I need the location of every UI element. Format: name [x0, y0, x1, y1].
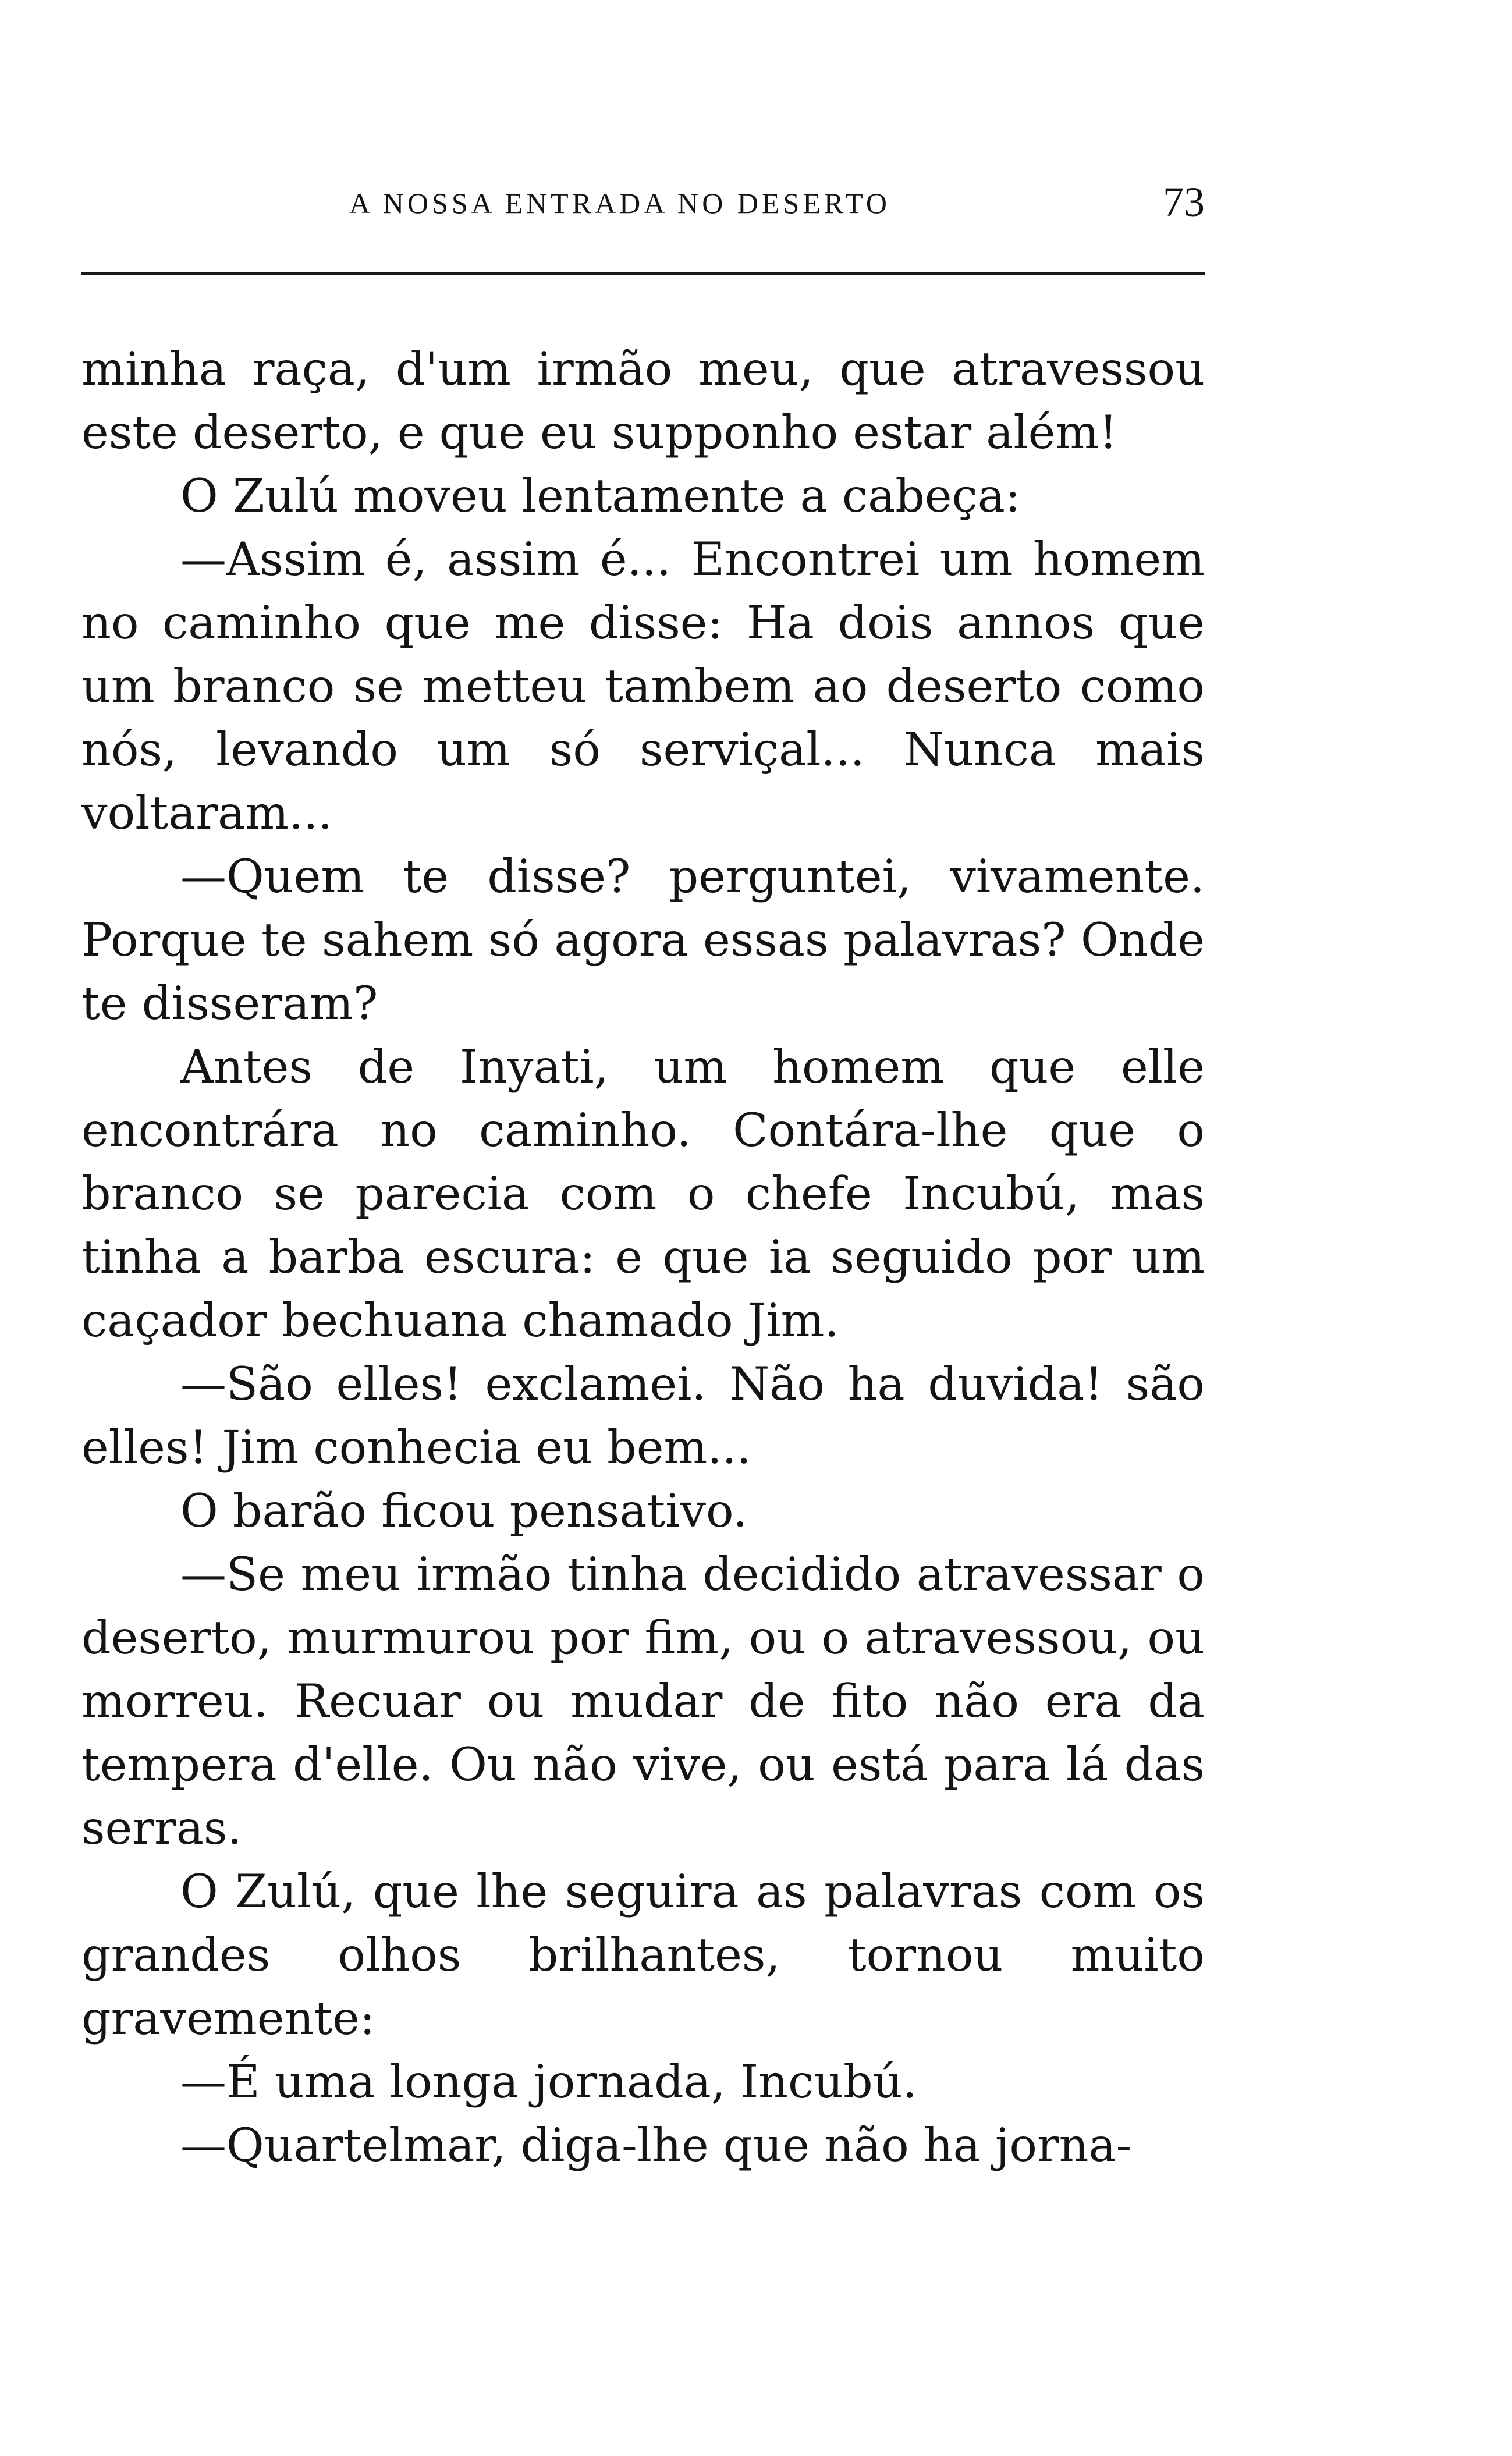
paragraph: O barão ficou pensativo. [180, 1484, 748, 1538]
paragraph: —Se meu irmão tinha decidido atravessar o deserto, murmurou por fim, ou o atravessou, ou morreu. Recuar ou mudar de fito não era da tempera d'elle. Ou não vive, ou está para lá das serras. [81, 1548, 1205, 1855]
paragraph: minha raça, d'um irmão meu, que atravessou este deserto, e que eu supponho estar além! [81, 342, 1205, 459]
body-text [81, 338, 1205, 2177]
page-number: 73 [1163, 179, 1205, 225]
running-title: A NOSSA ENTRADA NO DESERTO [349, 187, 890, 219]
paragraph: —É uma longa jornada, Incubú. [180, 2055, 917, 2109]
paragraph: —Quartelmar, diga-lhe que não ha jorna- [180, 2118, 1132, 2172]
page-header [81, 175, 1205, 239]
paragraph: O Zulú moveu lentamente a cabeça: [180, 469, 1021, 523]
paragraph: O Zulú, que lhe seguira as palavras com os grandes olhos brilhantes, tornou muito gravemente: [81, 1865, 1205, 2045]
paragraph: —São elles! exclamei. Não ha duvida! são elles! Jim conhecia eu bem... [81, 1357, 1205, 1474]
paragraph: —Quem te disse? perguntei, vivamente. Porque te sahem só agora essas palavras? Onde te disseram? [81, 850, 1205, 1030]
paragraph: Antes de Inyati, um homem que elle encontrára no caminho. Contára-lhe que o branco se parecia com o chefe Incubú, mas tinha a barba escura: e que ia seguido por um caçador bechuana chamado Jim. [81, 1040, 1205, 1347]
paragraph: —Assim é, assim é... Encontrei um homem no caminho que me disse: Ha dois annos que um branco se metteu tambem ao deserto como nós, levando um só serviçal... Nunca mais voltaram... [81, 533, 1205, 840]
header-rule [81, 272, 1205, 275]
